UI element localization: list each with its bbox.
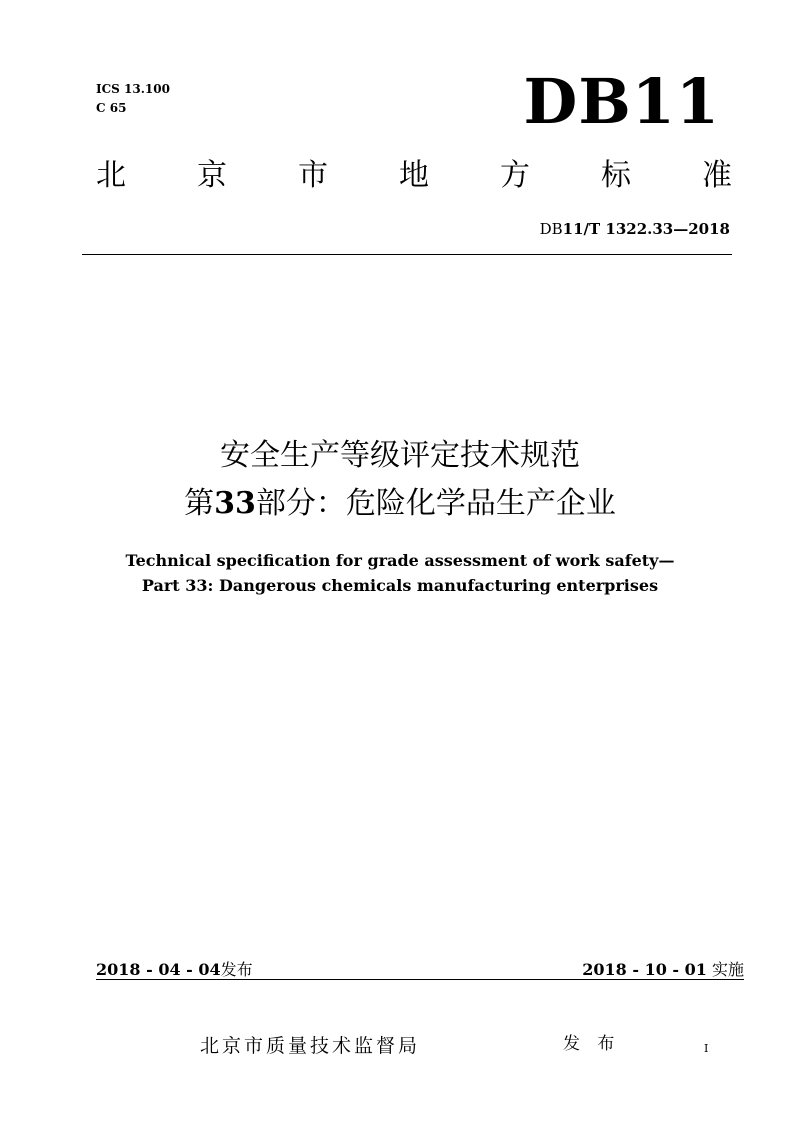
classification-codes bbox=[96, 80, 170, 118]
english-title bbox=[0, 548, 800, 598]
standard-type-char: 方 bbox=[500, 158, 530, 193]
publish-date-value: 2018 - 04 - 04 bbox=[96, 960, 221, 979]
standard-number-rest: 11/T 1322.33—2018 bbox=[562, 220, 730, 238]
english-title-line-1: Technical specification for grade assessment of work safety— bbox=[125, 551, 675, 570]
standard-type-char: 京 bbox=[197, 158, 227, 193]
standard-code-logo: DB11 bbox=[523, 65, 720, 138]
issuing-authority: 北京市质量技术监督局 bbox=[200, 1035, 421, 1057]
ics-code: ICS 13.100 bbox=[96, 82, 170, 96]
standard-type-char: 北 bbox=[96, 158, 126, 193]
chinese-title bbox=[0, 432, 800, 528]
standard-type-char: 准 bbox=[702, 158, 732, 193]
standard-type-char: 地 bbox=[399, 158, 429, 193]
standard-type-char: 市 bbox=[298, 158, 328, 193]
implement-date bbox=[582, 960, 744, 980]
standard-type-char: 标 bbox=[601, 158, 631, 193]
standard-type-heading bbox=[96, 156, 732, 196]
part-number: 33 bbox=[214, 486, 256, 521]
implement-date-value: 2018 - 10 - 01 bbox=[582, 960, 707, 979]
issue-label: 发 布 bbox=[563, 1034, 621, 1054]
implement-label: 实施 bbox=[711, 960, 744, 979]
ccs-code: C 65 bbox=[96, 101, 127, 115]
standard-number-prefix: DB bbox=[539, 220, 563, 238]
chinese-title-line-1: 安全生产等级评定技术规范 bbox=[220, 438, 580, 473]
publish-label: 发布 bbox=[220, 960, 253, 979]
page-number: I bbox=[704, 1042, 709, 1055]
chinese-title-line-2: 第33部分：危险化学品生产企业 bbox=[184, 486, 616, 521]
standard-number bbox=[540, 218, 730, 240]
footer-divider bbox=[96, 979, 744, 980]
english-title-line-2: Part 33: Dangerous chemicals manufacturing enterprises bbox=[141, 576, 659, 595]
publish-date bbox=[96, 960, 253, 980]
header-divider bbox=[82, 254, 732, 255]
